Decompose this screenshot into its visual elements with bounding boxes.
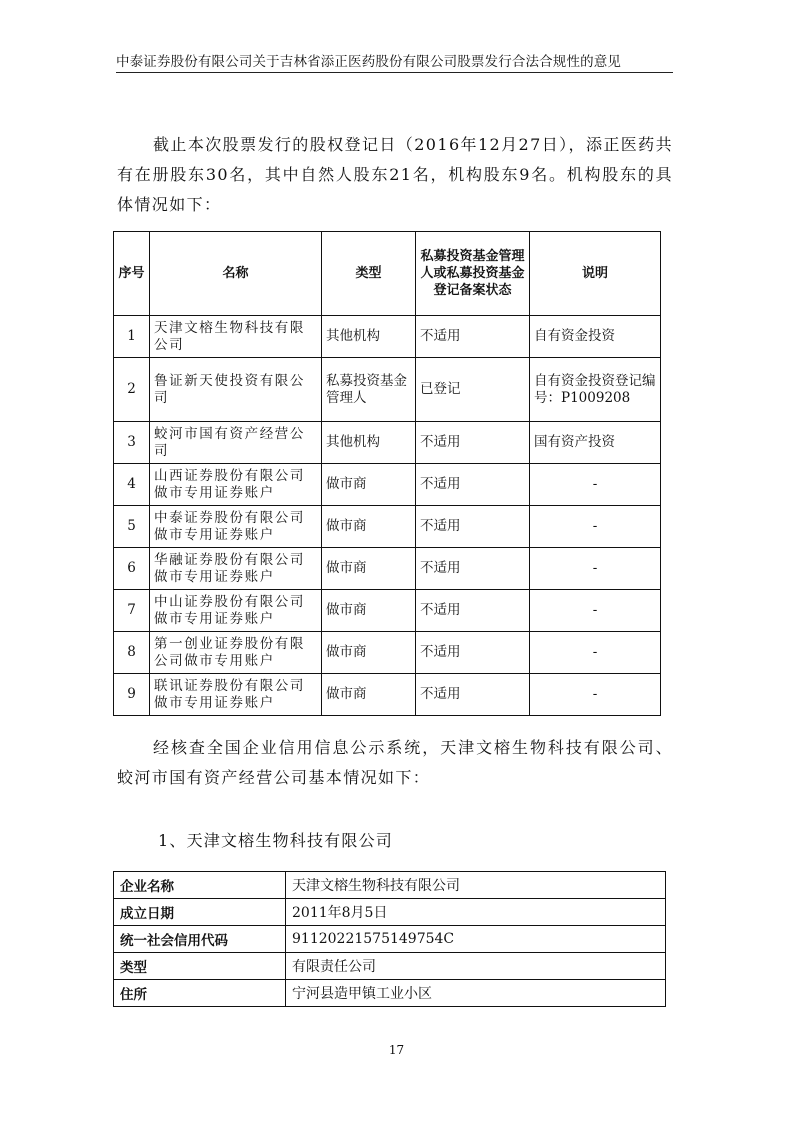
cell-status: 不适用 [416, 464, 530, 506]
table-row [114, 980, 666, 1007]
second-paragraph-text: 经核查全国企业信用信息公示系统，天津文榕生物科技有限公司、蛟河市国有资产经营公司基本情况如下： [117, 738, 673, 787]
cell-seq: 1 [114, 316, 150, 358]
cell-seq: 5 [114, 506, 150, 548]
info-value: 有限责任公司 [286, 953, 666, 980]
cell-note: - [530, 548, 661, 590]
cell-type: 做市商 [322, 548, 416, 590]
table-row [114, 506, 661, 548]
cell-note: - [530, 632, 661, 674]
cell-name: 山西证券股份有限公司做市专用证券账户 [150, 464, 322, 506]
cell-type: 做市商 [322, 590, 416, 632]
table-row [114, 464, 661, 506]
cell-name: 中泰证券股份有限公司做市专用证券账户 [150, 506, 322, 548]
cell-status: 不适用 [416, 506, 530, 548]
header-type: 类型 [322, 232, 416, 316]
info-label: 类型 [114, 953, 286, 980]
cell-note: - [530, 674, 661, 716]
cell-type: 其他机构 [322, 316, 416, 358]
info-label: 成立日期 [114, 899, 286, 926]
shareholders-table [113, 231, 661, 716]
cell-seq: 7 [114, 590, 150, 632]
table-row [114, 953, 666, 980]
cell-seq: 9 [114, 674, 150, 716]
info-label: 企业名称 [114, 872, 286, 899]
cell-status: 已登记 [416, 358, 530, 422]
table-row [114, 590, 661, 632]
page-number: 17 [388, 1043, 405, 1057]
cell-seq: 3 [114, 422, 150, 464]
section-heading: 1、天津文榕生物科技有限公司 [158, 831, 393, 850]
cell-note: 自有资金投资 [530, 316, 661, 358]
second-paragraph [117, 733, 673, 793]
cell-type: 做市商 [322, 632, 416, 674]
cell-seq: 2 [114, 358, 150, 422]
table-row [114, 548, 661, 590]
header-divider [116, 72, 673, 73]
table-row [114, 926, 666, 953]
info-value: 91120221575149754C [286, 926, 666, 953]
cell-seq: 4 [114, 464, 150, 506]
info-label: 住所 [114, 980, 286, 1007]
header-note: 说明 [530, 232, 661, 316]
cell-status: 不适用 [416, 632, 530, 674]
running-header: 中泰证券股份有限公司关于吉林省添正医药股份有限公司股票发行合法合规性的意见 [116, 54, 622, 70]
cell-type: 私募投资基金管理人 [322, 358, 416, 422]
cell-status: 不适用 [416, 316, 530, 358]
cell-name: 中山证券股份有限公司做市专用证券账户 [150, 590, 322, 632]
info-label: 统一社会信用代码 [114, 926, 286, 953]
cell-name: 第一创业证券股份有限公司做市专用账户 [150, 632, 322, 674]
table-row [114, 674, 661, 716]
header-name: 名称 [150, 232, 322, 316]
header-seq: 序号 [114, 232, 150, 316]
shareholders-table-header [114, 232, 661, 316]
cell-status: 不适用 [416, 422, 530, 464]
cell-status: 不适用 [416, 590, 530, 632]
cell-note: 国有资产投资 [530, 422, 661, 464]
cell-name: 华融证券股份有限公司做市专用证券账户 [150, 548, 322, 590]
cell-note: - [530, 506, 661, 548]
cell-type: 做市商 [322, 674, 416, 716]
intro-text: 截止本次股票发行的股权登记日（2016年12月27日），添正医药共有在册股东30名，其中自然人股东21名，机构股东9名。机构股东的具体情况如下： [117, 135, 673, 214]
info-value: 宁河县造甲镇工业小区 [286, 980, 666, 1007]
table-row [114, 632, 661, 674]
cell-type: 做市商 [322, 506, 416, 548]
intro-paragraph [117, 130, 673, 220]
cell-name: 蛟河市国有资产经营公司 [150, 422, 322, 464]
header-status: 私募投资基金管理人或私募投资基金登记备案状态 [416, 232, 530, 316]
cell-type: 其他机构 [322, 422, 416, 464]
table-row [114, 316, 661, 358]
cell-status: 不适用 [416, 674, 530, 716]
cell-status: 不适用 [416, 548, 530, 590]
table-row [114, 422, 661, 464]
info-value: 天津文榕生物科技有限公司 [286, 872, 666, 899]
cell-name: 天津文榕生物科技有限公司 [150, 316, 322, 358]
company-info-table [113, 871, 666, 1007]
table-row [114, 899, 666, 926]
cell-note: 自有资金投资登记编号：P1009208 [530, 358, 661, 422]
cell-name: 鲁证新天使投资有限公司 [150, 358, 322, 422]
cell-note: - [530, 590, 661, 632]
table-row [114, 358, 661, 422]
cell-seq: 8 [114, 632, 150, 674]
info-value: 2011年8月5日 [286, 899, 666, 926]
cell-seq: 6 [114, 548, 150, 590]
cell-name: 联讯证券股份有限公司做市专用证券账户 [150, 674, 322, 716]
cell-type: 做市商 [322, 464, 416, 506]
cell-note: - [530, 464, 661, 506]
table-row [114, 872, 666, 899]
